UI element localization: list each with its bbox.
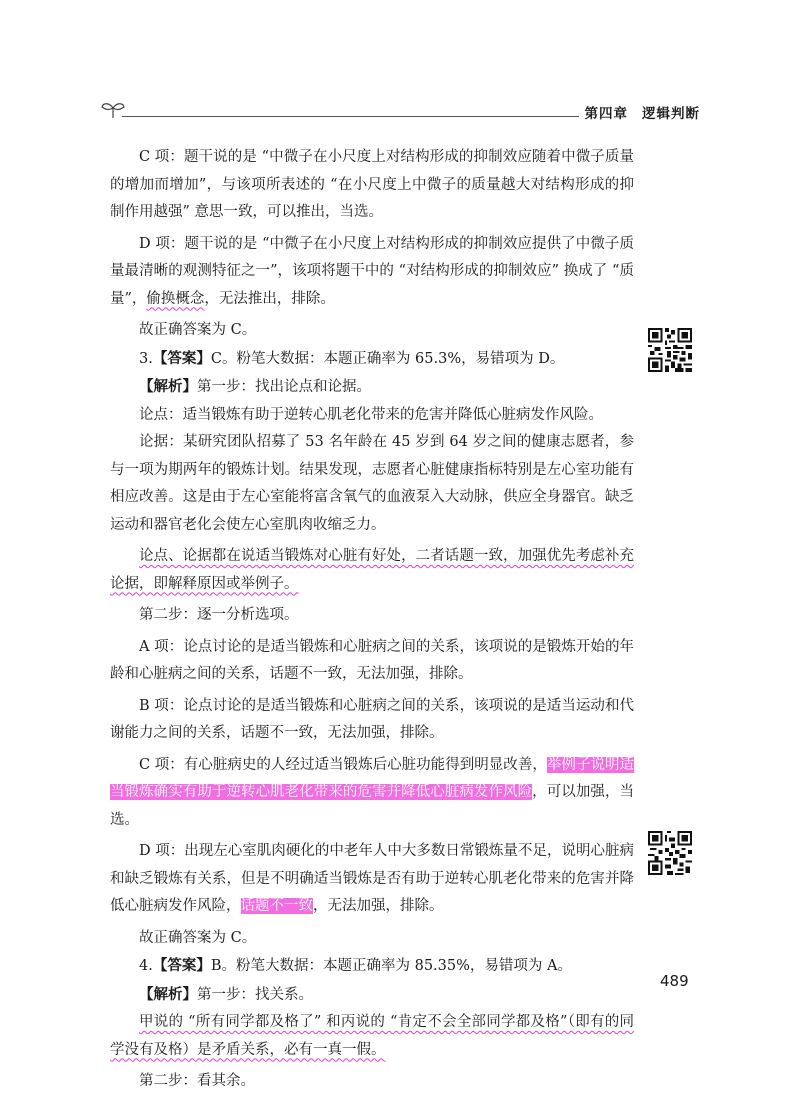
paragraph-option-d: D 项：题干说的是 “中微子在小尺度上对结构形成的抑制效应提供了中微子质量最清晰的观测特征之一”，该项将题干中的 “对结构形成的抑制效应” 换成了 “质量”，偷换概念，无法推出，排除。 [110,235,634,307]
paragraph-evidence: 论据：某研究团队招募了 53 名年龄在 45 岁到 64 岁之间的健康志愿者，参与一项为期两年的锻炼计划。结果发现，志愿者心脏健康指标特别是左心室功能有相应改善。这是由于左心室能将富含氧气的血液泵入大动脉，供应全身器官。缺乏运动和器官老化会使左心室肌肉收缩乏力。 [110,434,634,533]
chapter-heading [579,102,701,122]
qr-code-icon[interactable] [648,328,692,372]
chapter-number: 第四章 [584,106,628,122]
answer-conclusion: 故正确答案为 C。 [139,322,257,338]
paragraph-option-c-q3: C 项：有心脏病史的人经过适当锻炼后心脏功能得到明显改善，举例子说明适当锻炼确实有助于逆转心肌老化带来的危害并降低心脏病发作风险，可以加强，当选。 [110,756,635,828]
question-3-analysis: 【解析】第一步：找出论点和论据。 [139,378,371,395]
question-4-answer: 4.【答案】B。粉笔大数据：本题正确率为 85.35%，易错项为 A。 [139,957,572,974]
paragraph-option-b: B 项：论点讨论的是适当锻炼和心脏病之间的关系，该项说的是适当运动和代谢能力之间的关系，话题不一致，无法加强，排除。 [110,697,634,741]
paragraph-option-d-q3: D 项：出现左心室肌肉硬化的中老年人中大多数日常锻炼量不足，说明心脏病和缺乏锻炼有关系，但是不明确适当锻炼是否有助于逆转心肌老化带来的危害并降低心脏病发作风险，话题不一致，无法加强，排除。 [110,843,634,914]
paragraph-summary [110,543,634,598]
page-header [100,96,700,126]
underlined-summary: 论点、论据都在说适当锻炼对心脏有好处，二者话题一致，加强优先考虑补充论据，即解释原因或举例子。 [110,548,634,592]
question-3-answer: 3.【答案】C。粉笔大数据：本题正确率为 65.3%，易错项为 D。 [139,349,565,367]
chapter-title: 逻辑判断 [642,106,700,122]
underlined-relationship: 甲说的 “所有同学都及格了” 和丙说的 “肯定不会全部同学都及格”（即有的同学没有及格）是矛盾关系，必有一真一假。 [110,1014,634,1058]
paragraph-relationship [110,1009,634,1064]
paragraph-step-2: 第二步：逐一分析选项。 [139,607,299,623]
underlined-phrase: 偷换概念 [146,290,205,307]
paragraph-step-2-q4: 第二步：看其余。 [139,1073,255,1089]
paragraph-option-c: C 项：题干说的是 “中微子在小尺度上对结构形成的抑制效应随着中微子质量的增加而增加”，与该项所表述的 “在小尺度上中微子的质量越大对结构形成的抑制作用越强” 意思一致，可以推出，当选。 [110,149,634,220]
explanation-body [110,144,634,1096]
answer-conclusion-q3: 故正确答案为 C。 [139,929,257,946]
question-4-analysis: 【解析】第一步：找关系。 [139,985,313,1003]
highlighted-phrase: 举例子说明适当锻炼确实有助于逆转心肌老化带来的危害并降低心脏病发作风险 [110,756,635,800]
qr-code-icon[interactable] [648,831,692,875]
page-number: 489 [660,972,689,990]
paragraph-option-a: A 项：论点讨论的是适当锻炼和心脏病之间的关系，该项说的是锻炼开始的年龄和心脏病之间的关系，话题不一致，无法加强，排除。 [110,638,634,682]
paragraph-thesis: 论点：适当锻炼有助于逆转心肌老化带来的危害并降低心脏病发作风险。 [139,406,603,423]
highlighted-phrase: 话题不一致 [240,898,313,914]
